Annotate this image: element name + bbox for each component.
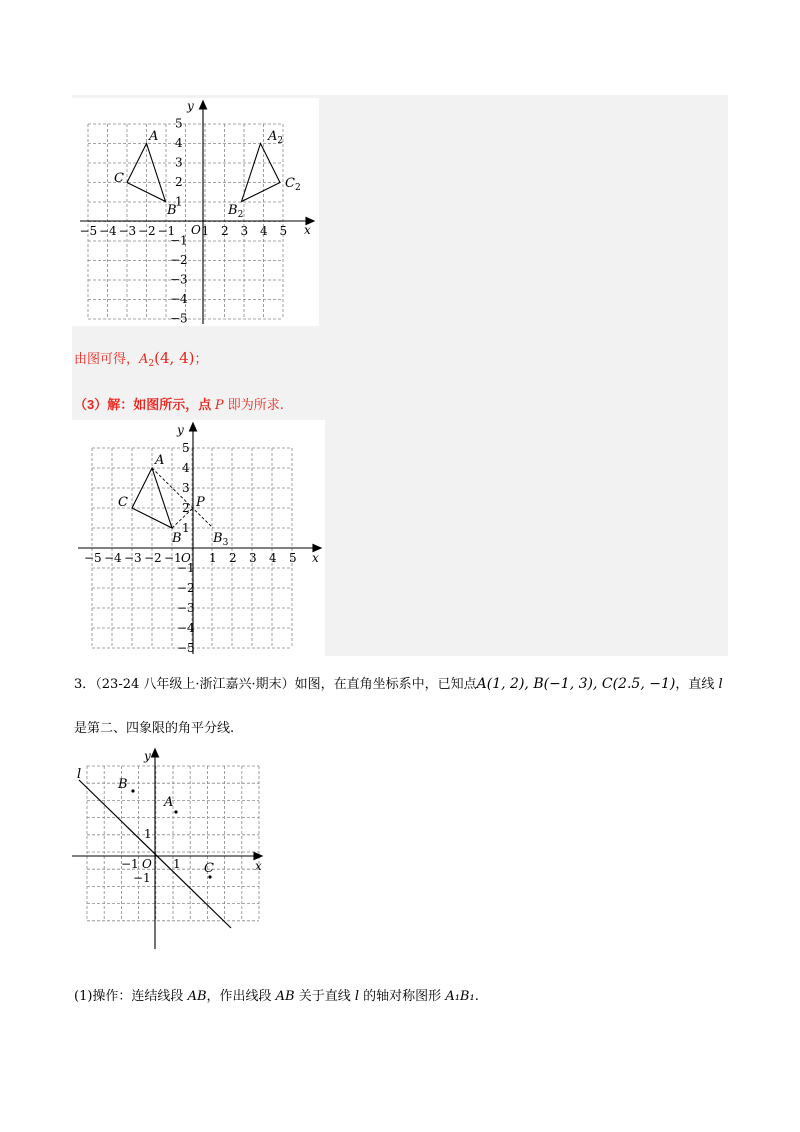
x-tick-label: −5 <box>84 551 102 565</box>
svg-text:B2: $B_2$ <box>228 203 244 220</box>
y-tick-label: 3 <box>175 155 183 170</box>
x-tick-label: 4 <box>260 224 268 238</box>
y-axis-label: y <box>177 423 184 437</box>
origin-label: O <box>181 551 191 565</box>
x-tick-label: 4 <box>269 551 277 565</box>
y-axis-label: y <box>187 99 194 113</box>
label-c: C <box>114 171 124 186</box>
svg-text:A2: $A_2$ <box>268 129 284 146</box>
label-b: B <box>118 777 128 792</box>
label-a: A <box>164 795 174 810</box>
y-tick-label: 1 <box>182 521 190 535</box>
y-tick-label: 5 <box>175 116 183 131</box>
question-1-line: (1)操作：连结线段 AB，作出线段 AB 关于直线 l 的轴对称图形 A₁B₁. <box>74 989 479 1004</box>
tick-x-1: 1 <box>173 857 181 871</box>
label-b: B <box>167 203 177 218</box>
label-l: l <box>77 767 82 782</box>
y-tick-label: −2 <box>177 581 195 595</box>
svg-text:C2: $C_2$ <box>285 176 301 193</box>
y-tick-label: 2 <box>182 501 190 515</box>
x-axis-label: x <box>255 859 262 873</box>
x-axis-label: x <box>312 551 319 565</box>
tick-x-neg1: −1 <box>121 857 139 871</box>
x-tick-label: 1 <box>201 224 210 238</box>
label-b2: B <box>228 203 238 218</box>
triangle-abc <box>127 144 166 202</box>
x-tick-label: −3 <box>124 551 142 565</box>
y-tick-label: 5 <box>182 441 190 455</box>
tick-y-neg1: −1 <box>133 871 151 885</box>
x-tick-label: −2 <box>144 551 162 565</box>
figure-2 <box>72 420 325 656</box>
x-axis-label: x <box>304 223 311 237</box>
y-tick-label: −3 <box>170 272 188 287</box>
answer-3-line: （3）解：如图所示，点 P 即为所求. <box>74 397 284 413</box>
y-tick-label: −1 <box>170 233 188 248</box>
y-tick-label: 1 <box>175 194 183 209</box>
x-tick-label: 2 <box>221 224 229 238</box>
problem-3-line-2: 是第二、四象限的角平分线. <box>74 721 235 736</box>
figure-3 <box>72 746 267 951</box>
y-tick-label: 4 <box>182 461 190 475</box>
label-p: P <box>196 495 205 510</box>
x-tick-label: 1 <box>209 551 217 565</box>
x-tick-label: −5 <box>79 224 98 238</box>
x-tick-label: 5 <box>289 551 297 565</box>
x-tick-label: −4 <box>99 224 117 238</box>
y-tick-label: 4 <box>175 136 183 150</box>
point-b <box>131 789 134 792</box>
x-tick-label: −1 <box>164 551 182 565</box>
label-a2: A <box>268 129 278 144</box>
y-tick-label: −4 <box>177 621 195 635</box>
x-tick-label: −1 <box>157 224 176 238</box>
y-tick-label: 2 <box>175 175 183 189</box>
y-tick-label: −5 <box>170 311 188 326</box>
label-a: A <box>149 129 159 144</box>
x-tick-label: −4 <box>104 551 122 565</box>
x-tick-label: −2 <box>138 224 156 238</box>
y-axis-label: y <box>144 749 151 763</box>
problem-3-line-1: 3．（23-24 八年级上·浙江嘉兴·期末）如图，在直角坐标系中，已知点A(1, 2), B(−1, 3), C(2.5, −1)，直线 l <box>74 676 723 692</box>
y-tick-label: −3 <box>177 601 195 615</box>
x-tick-label: 3 <box>240 224 249 238</box>
label-b: B <box>172 531 182 546</box>
label-c: C <box>118 495 128 510</box>
tick-y-1: 1 <box>144 827 152 841</box>
origin-label: O <box>142 857 152 871</box>
x-tick-label: 2 <box>229 551 237 565</box>
point-a <box>174 810 177 813</box>
result-line-a2: 由图可得，$A_2(4$, 4)； <box>74 349 208 369</box>
y-tick-label: −4 <box>170 292 188 306</box>
svg-text:B3: $B_3$ <box>213 531 229 548</box>
y-tick-label: −2 <box>170 253 188 267</box>
y-tick-label: −5 <box>177 641 195 655</box>
triangle-a2b2c2 <box>242 144 281 202</box>
y-tick-label: 3 <box>182 481 190 495</box>
x-tick-label: 5 <box>279 224 288 238</box>
x-tick-label: 3 <box>249 551 257 565</box>
label-b3: B <box>213 531 223 546</box>
label-c: C <box>204 861 214 876</box>
y-tick-label: −1 <box>177 561 195 575</box>
figure-1 <box>72 98 319 326</box>
origin-label: O <box>191 223 201 237</box>
label-a: A <box>155 453 165 468</box>
x-tick-label: −3 <box>118 224 137 238</box>
label-c2: C <box>285 176 295 191</box>
